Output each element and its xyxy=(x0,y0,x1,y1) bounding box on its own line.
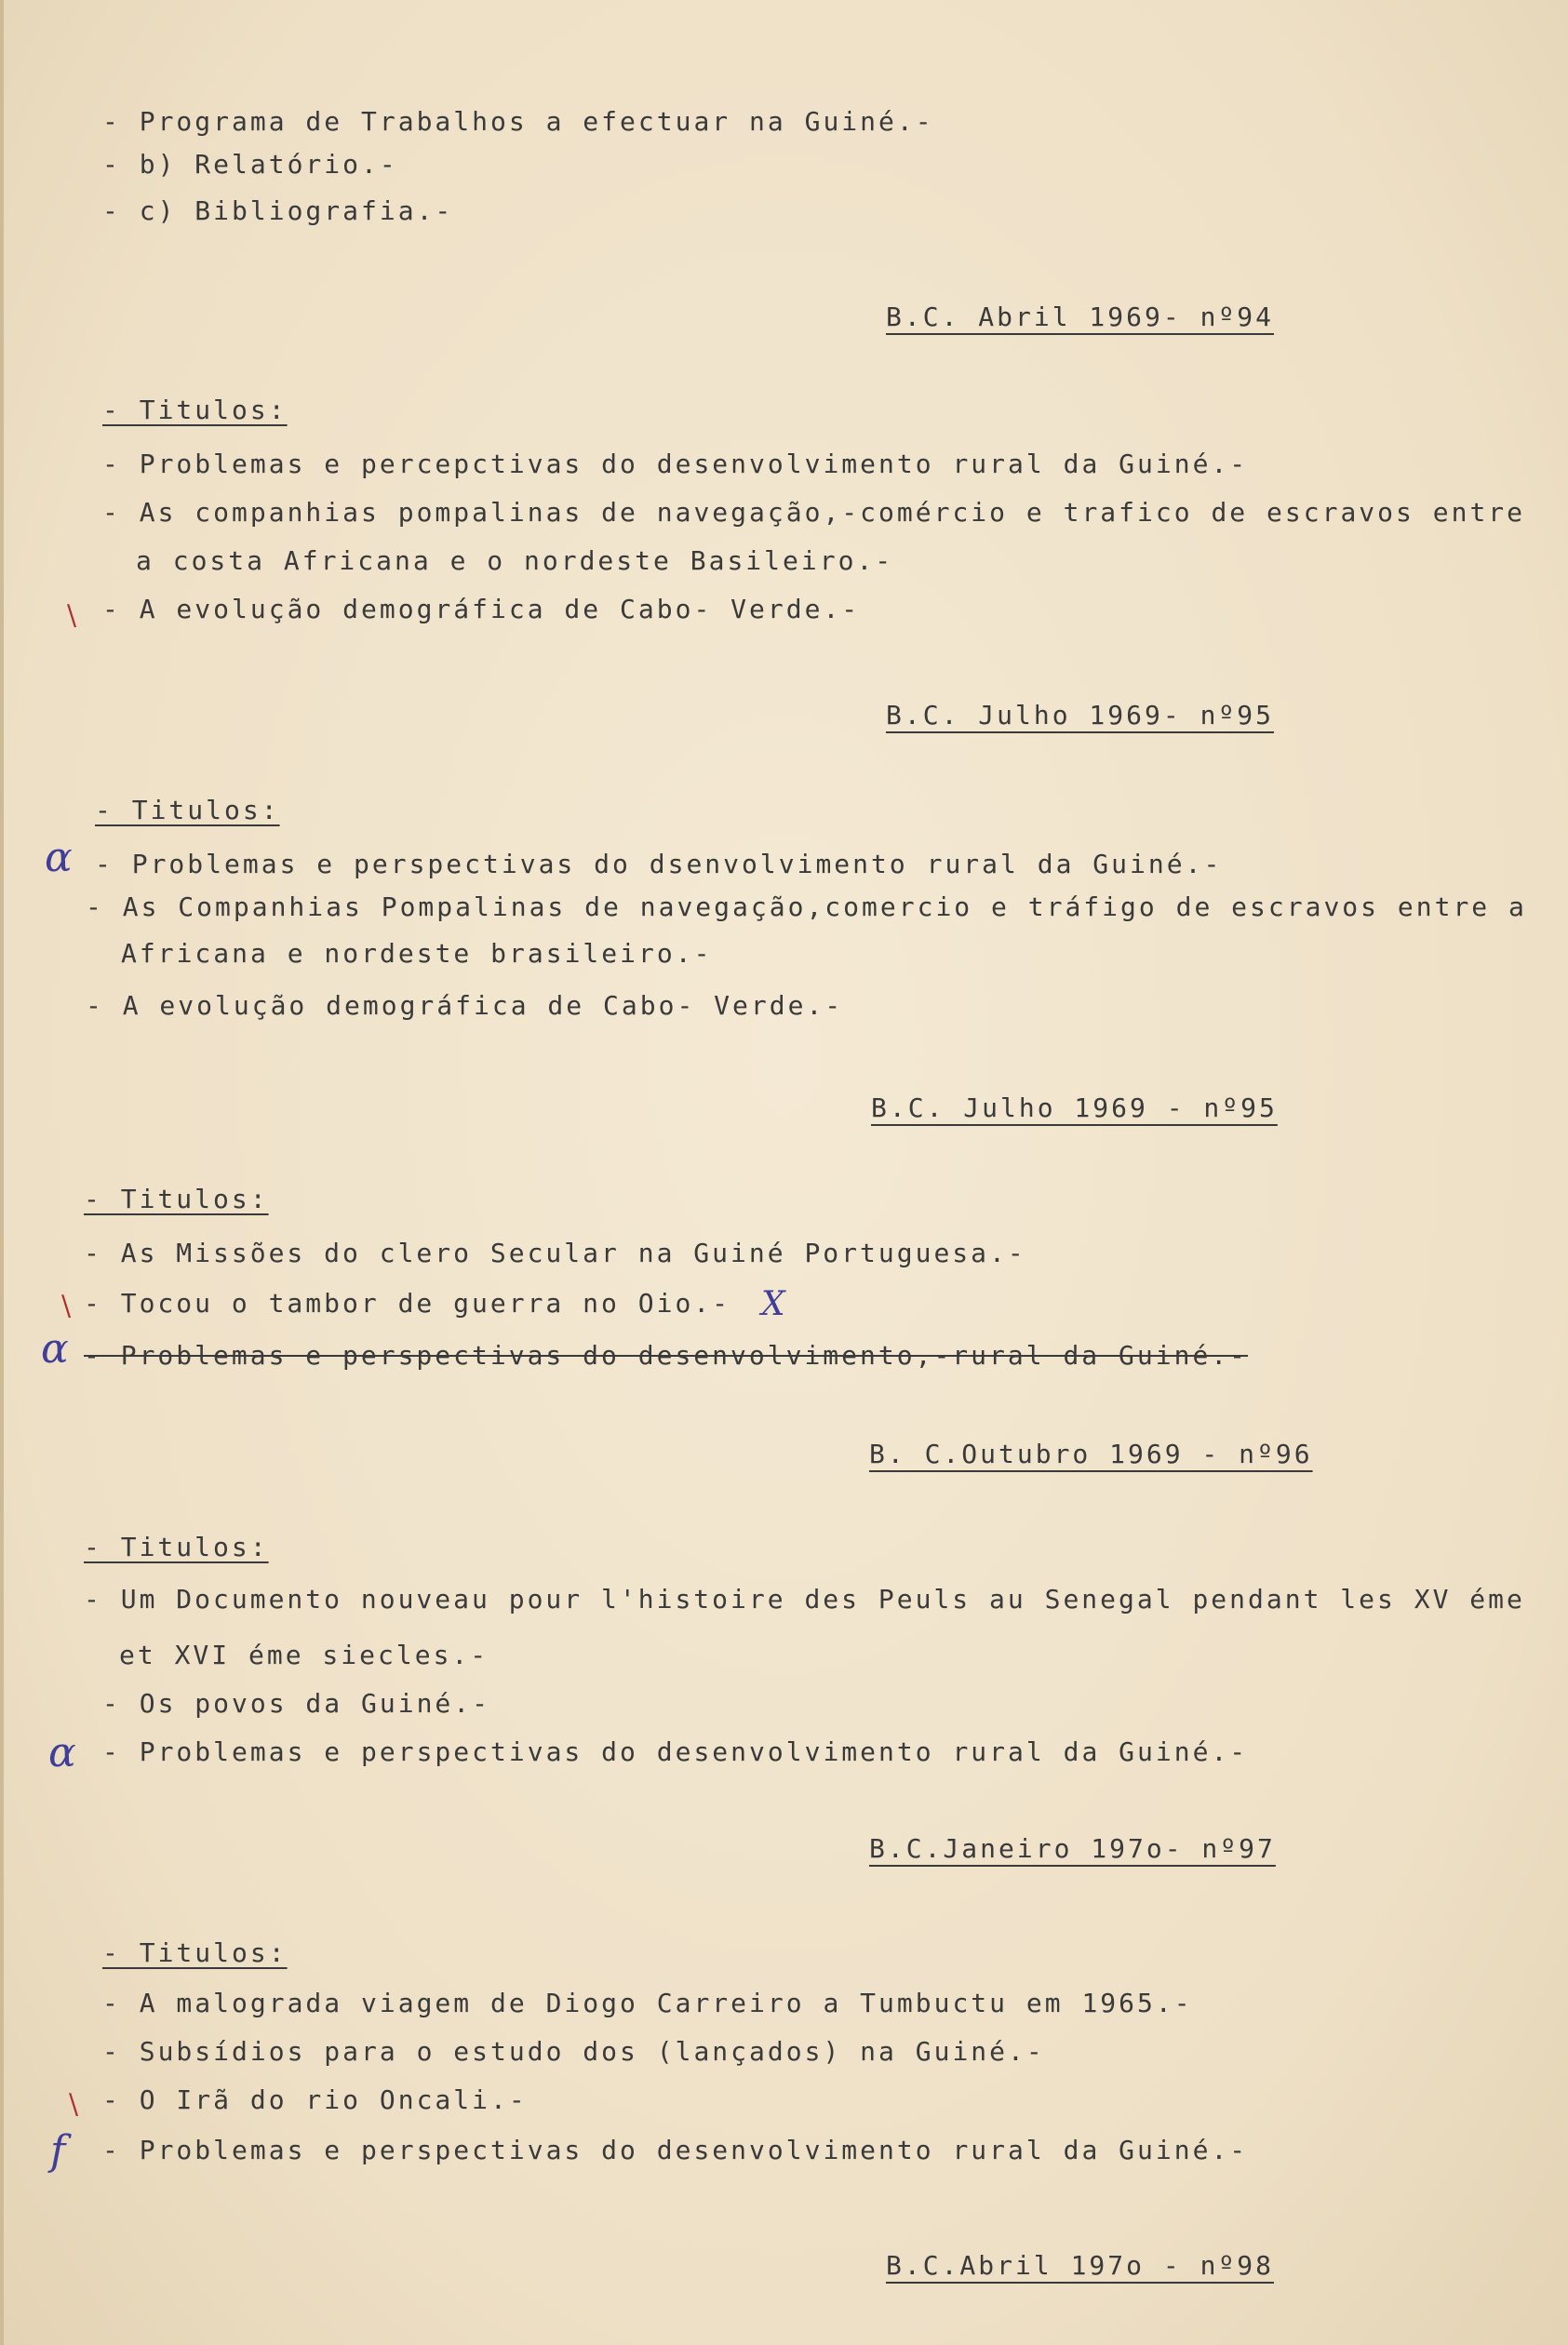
section-titulos: - Titulos: xyxy=(102,395,288,425)
section-titulos: - Titulos: xyxy=(84,1184,269,1214)
section-header: B.C.Abril 197o - nº98 xyxy=(886,2250,1275,2281)
page-edge xyxy=(0,0,4,2345)
list-item: - Problemas e perspectivas do desenvolvimento rural da Guiné.- xyxy=(102,1736,1249,1767)
list-item: - Problemas e percepctivas do desenvolvimento rural da Guiné.- xyxy=(102,449,1249,479)
list-item: - Tocou o tambor de guerra no Oio.- xyxy=(84,1288,731,1319)
list-item: - A evolução demográfica de Cabo- Verde.- xyxy=(102,594,861,624)
list-item: Africana e nordeste brasileiro.- xyxy=(121,938,713,969)
list-item: - O Irã do rio Oncali.- xyxy=(102,2084,528,2115)
intro-line-2: - b) Relatório.- xyxy=(102,149,398,180)
margin-tick-mark: \ xyxy=(69,2088,79,2121)
list-item: - Subsídios para o estudo dos (lançados) na Guiné.- xyxy=(102,2036,1045,2067)
list-item: - Um Documento nouveau pour l'histoire des Peuls au Senegal pendant les XV éme xyxy=(84,1584,1525,1615)
intro-line-3: - c) Bibliografia.- xyxy=(102,195,454,226)
margin-tick-mark: \ xyxy=(61,1290,72,1322)
intro-line-1: - Programa de Trabalhos a efectuar na Guiné.- xyxy=(102,106,934,137)
section-titulos: - Titulos: xyxy=(84,1532,269,1562)
list-item: - A malograda viagem de Diogo Carreiro a Tumbuctu em 1965.- xyxy=(102,1988,1193,2018)
margin-f-mark: f xyxy=(50,2127,66,2175)
section-header: B.C.Janeiro 197o- nº97 xyxy=(869,1833,1276,1864)
list-item-struck: - Problemas e perspectivas do desenvolvimento,-rural da Guiné.- xyxy=(84,1340,1249,1371)
list-item: - As companhias pompalinas de navegação,-comércio e trafico de escravos entre xyxy=(102,497,1526,528)
margin-tick-mark: \ xyxy=(67,599,77,632)
list-item: a costa Africana e o nordeste Basileiro.- xyxy=(136,545,894,576)
list-item: - As Companhias Pompalinas de navegação,comercio e tráfigo de escravos entre a xyxy=(86,891,1527,922)
margin-alpha-mark: α xyxy=(45,834,73,881)
list-item: - Problemas e perspectivas do dsenvolvimento rural da Guiné.- xyxy=(95,849,1223,879)
section-header: B. C.Outubro 1969 - nº96 xyxy=(869,1439,1313,1469)
list-item: - As Missões do clero Secular na Guiné Portuguesa.- xyxy=(84,1238,1026,1268)
section-header: B.C. Julho 1969 - nº95 xyxy=(871,1092,1278,1123)
list-item: - A evolução demográfica de Cabo- Verde.- xyxy=(86,990,844,1021)
section-header: B.C. Julho 1969- nº95 xyxy=(886,700,1275,730)
section-header: B.C. Abril 1969- nº94 xyxy=(886,302,1275,332)
list-item: - Os povos da Guiné.- xyxy=(102,1688,491,1719)
margin-alpha-mark: α xyxy=(48,1729,76,1776)
list-item: et XVI éme siecles.- xyxy=(119,1640,489,1670)
cross-mark: X xyxy=(761,1285,785,1323)
section-titulos: - Titulos: xyxy=(102,1937,288,1968)
section-titulos: - Titulos: xyxy=(95,795,280,825)
list-item: - Problemas e perspectivas do desenvolvimento rural da Guiné.- xyxy=(102,2135,1249,2165)
margin-alpha-mark: α xyxy=(41,1325,69,1373)
